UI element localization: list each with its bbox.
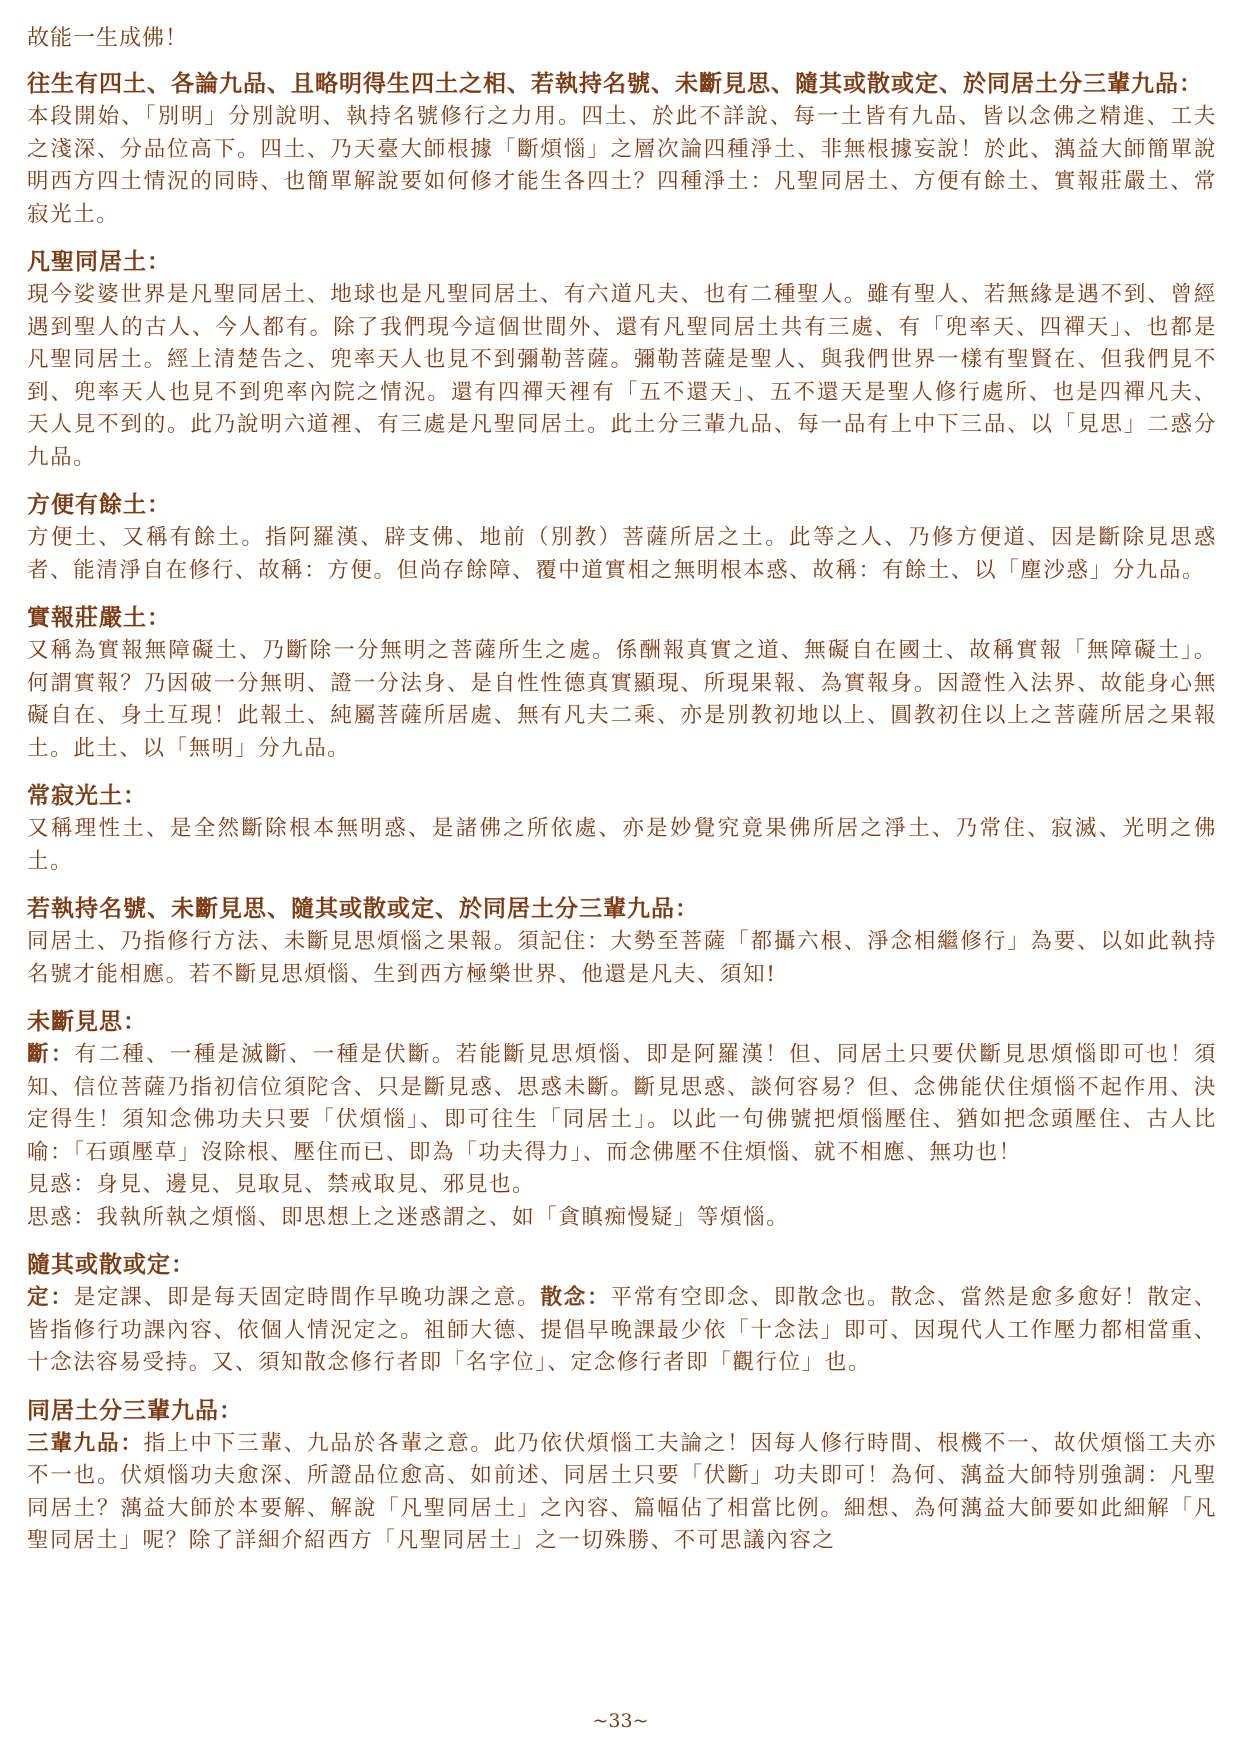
- paragraph-lead: 定：: [27, 1285, 74, 1310]
- paragraph-text: 現今娑婆世界是凡聖同居土、地球也是凡聖同居土、有六道凡夫、也有二種聖人。雖有聖人、若無緣是遇不到、曾經遇到聖人的古人、今人都有。除了我們現今這個世間外、還有凡聖同居土共有三處、有「兜率天、四禪天」、也都是凡聖同居土。經上清楚告之、兜率天人也見不到彌勒菩薩。彌勒菩薩是聖人、與我們世界一樣有聖賢在、但我們見不到、兜率天人也見不到兜率內院之情況。還有四禪天裡有「五不還天」、五不還天是聖人修行處所、也是四禪凡夫、天人見不到的。此乃說明六道裡、有三處是凡聖同居土。此土分三輩九品、每一品有上中下三品、以「見思」二惑分九品。: [27, 282, 1217, 470]
- section-paragraph: [27, 1202, 1217, 1235]
- section-heading: 若執持名號、未斷見思、隨其或散或定、於同居土分三輩九品：: [27, 895, 699, 922]
- paragraph-text: 是定課、即是每天固定時間作早晚功課之意。: [73, 1285, 541, 1310]
- paragraph-text: 有二種、一種是滅斷、一種是伏斷。若能斷見思煩惱、即是阿羅漢！但、同居土只要伏斷見思煩惱即可也！須知、信位菩薩乃指初信位須陀含、只是斷見惑、思惑未斷。斷見思惑、談何容易？但、念佛能伏住煩惱不起作用、決定得生！須知念佛功夫只要「伏煩惱」、即可往生「同居土」。以此一句佛號把煩惱壓住、猶如把念頭壓住、古人比喻：「石頭壓草」沒除根、壓住而已、即為「功夫得力」、而念佛壓不住煩惱、就不相應、無功也！: [27, 1042, 1218, 1165]
- paragraph-text: 見惑：身見、邊見、見取見、禁戒取見、邪見也。: [27, 1172, 536, 1197]
- paragraph-lead: 散念：: [540, 1285, 611, 1310]
- section-heading: 同居土分三輩九品：: [27, 1396, 243, 1424]
- section-paragraph: [27, 101, 1217, 231]
- section-heading: 常寂光土：: [27, 782, 147, 809]
- paragraph-text: 方便土、又稱有餘土。指阿羅漢、辟支佛、地前（別教）菩薩所居之土。此等之人、乃修方便道、因是斷除見思惑者、能清淨自在修行、故稱：方便。但尚存餘障、覆中道實相之無明根本惑、故稱：有餘土、以「塵沙惑」分九品。: [27, 525, 1217, 583]
- section-heading: 實報莊嚴土：: [27, 604, 171, 631]
- section-shibao-land: [27, 601, 1217, 765]
- section-fansheng-land: [27, 245, 1217, 474]
- section-heading: 凡聖同居土：: [27, 248, 171, 275]
- section-fangbian-land: [27, 488, 1217, 587]
- paragraph-text: 思惑：我執所執之煩惱、即思想上之迷惑謂之、如「貪瞋痴慢疑」等煩惱。: [27, 1204, 790, 1230]
- section-paragraph: [27, 1428, 1217, 1558]
- section-heading: 方便有餘土：: [27, 491, 171, 518]
- section-heading: 未斷見思：: [27, 1008, 147, 1035]
- section-three-grades: [27, 1394, 1217, 1558]
- section-heading: 往生有四土、各論九品、且略明得生四土之相、若執持名號、未斷見思、隨其或散或定、於同居土分三輩九品：: [27, 70, 1203, 97]
- section-paragraph: [27, 635, 1217, 765]
- page-number: ~33~: [592, 1710, 649, 1732]
- paragraph-text: 平常有空即念、即散念也。散念、當然是愈多愈好！散定、皆指修行功課內容、依個人情況定之。祖師大德、提倡早晚課最少依「十念法」即可、因現代人工作壓力都相當重、十念法容易受持。又、須知散念修行者即「名字位」、定念修行者即「觀行位」也。: [27, 1285, 1217, 1375]
- section-paragraph: [27, 279, 1217, 474]
- section-holding-name: [27, 892, 1217, 991]
- paragraph-text: 又稱理性土、是全然斷除根本無明惑、是諸佛之所依處、亦是妙覺究竟果佛所居之淨土、乃常住、寂滅、光明之佛土。: [27, 816, 1217, 874]
- intro-line: 故能一生成佛！: [27, 26, 189, 51]
- paragraph-text: 又稱為實報無障礙土、乃斷除一分無明之菩薩所生之處。係酬報真實之道、無礙自在國土、故稱實報「無障礙土」。何謂實報？乃因破一分無明、證一分法身、是自性性德真實顯現、所現果報、為實報身。因證性入法界、故能身心無礙自在、身土互現！此報土、純屬菩薩所居處、無有凡夫二乘、亦是別教初地以上、圓教初住以上之菩薩所居之果報土。此土、以「無明」分九品。: [27, 638, 1217, 761]
- section-not-severed: [27, 1005, 1217, 1234]
- section-paragraph: [27, 813, 1217, 878]
- section-paragraph: [27, 1169, 1217, 1202]
- section-paragraph: [27, 1282, 1217, 1380]
- section-scattered-or-fixed: [27, 1248, 1217, 1380]
- paragraph-text: 同居土、乃指修行方法、未斷見思煩惱之果報。須記住：大勢至菩薩「都攝六根、淨念相繼修行」為要、以如此執持名號才能相應。若不斷見思煩惱、生到西方極樂世界、他還是凡夫、須知!: [27, 929, 1217, 987]
- section-paragraph: [27, 522, 1217, 587]
- section-paragraph: [27, 926, 1217, 991]
- section-changjiguang-land: [27, 779, 1217, 878]
- document-page: [27, 22, 1217, 1572]
- paragraph-text: 本段開始、「別明」分別說明、執持名號修行之力用。四土、於此不詳說、每一土皆有九品、皆以念佛之精進、工夫之淺深、分品位高下。四土、乃天臺大師根據「斷煩惱」之層次論四種淨土、非無根據妄說！於此、蕅益大師簡單說明西方四土情況的同時、也簡單解說要如何修才能生各四土？四種淨土：凡聖同居土、方便有餘土、實報莊嚴土、常寂光土。: [27, 104, 1217, 227]
- paragraph-lead: 三輩九品：: [27, 1430, 144, 1456]
- section-heading: 隨其或散或定：: [27, 1251, 195, 1278]
- section-paragraph: [27, 1039, 1217, 1169]
- section-four-lands: [27, 67, 1217, 231]
- paragraph-text: 指上中下三輩、九品於各輩之意。此乃依伏煩惱工夫論之！因每人修行時間、根機不一、故伏煩惱工夫亦不一也。伏煩惱功夫愈深、所證品位愈高、如前述、同居土只要「伏斷」功夫即可！為何、蕅益大師特別強調：凡聖同居土？蕅益大師於本要解、解說「凡聖同居土」之內容、篇幅佔了相當比例。細想、為何蕅益大師要如此細解「凡聖同居土」呢？除了詳細介紹西方「凡聖同居土」之一切殊勝、不可思議內容之: [27, 1430, 1217, 1553]
- paragraph-lead: 斷：: [27, 1042, 75, 1067]
